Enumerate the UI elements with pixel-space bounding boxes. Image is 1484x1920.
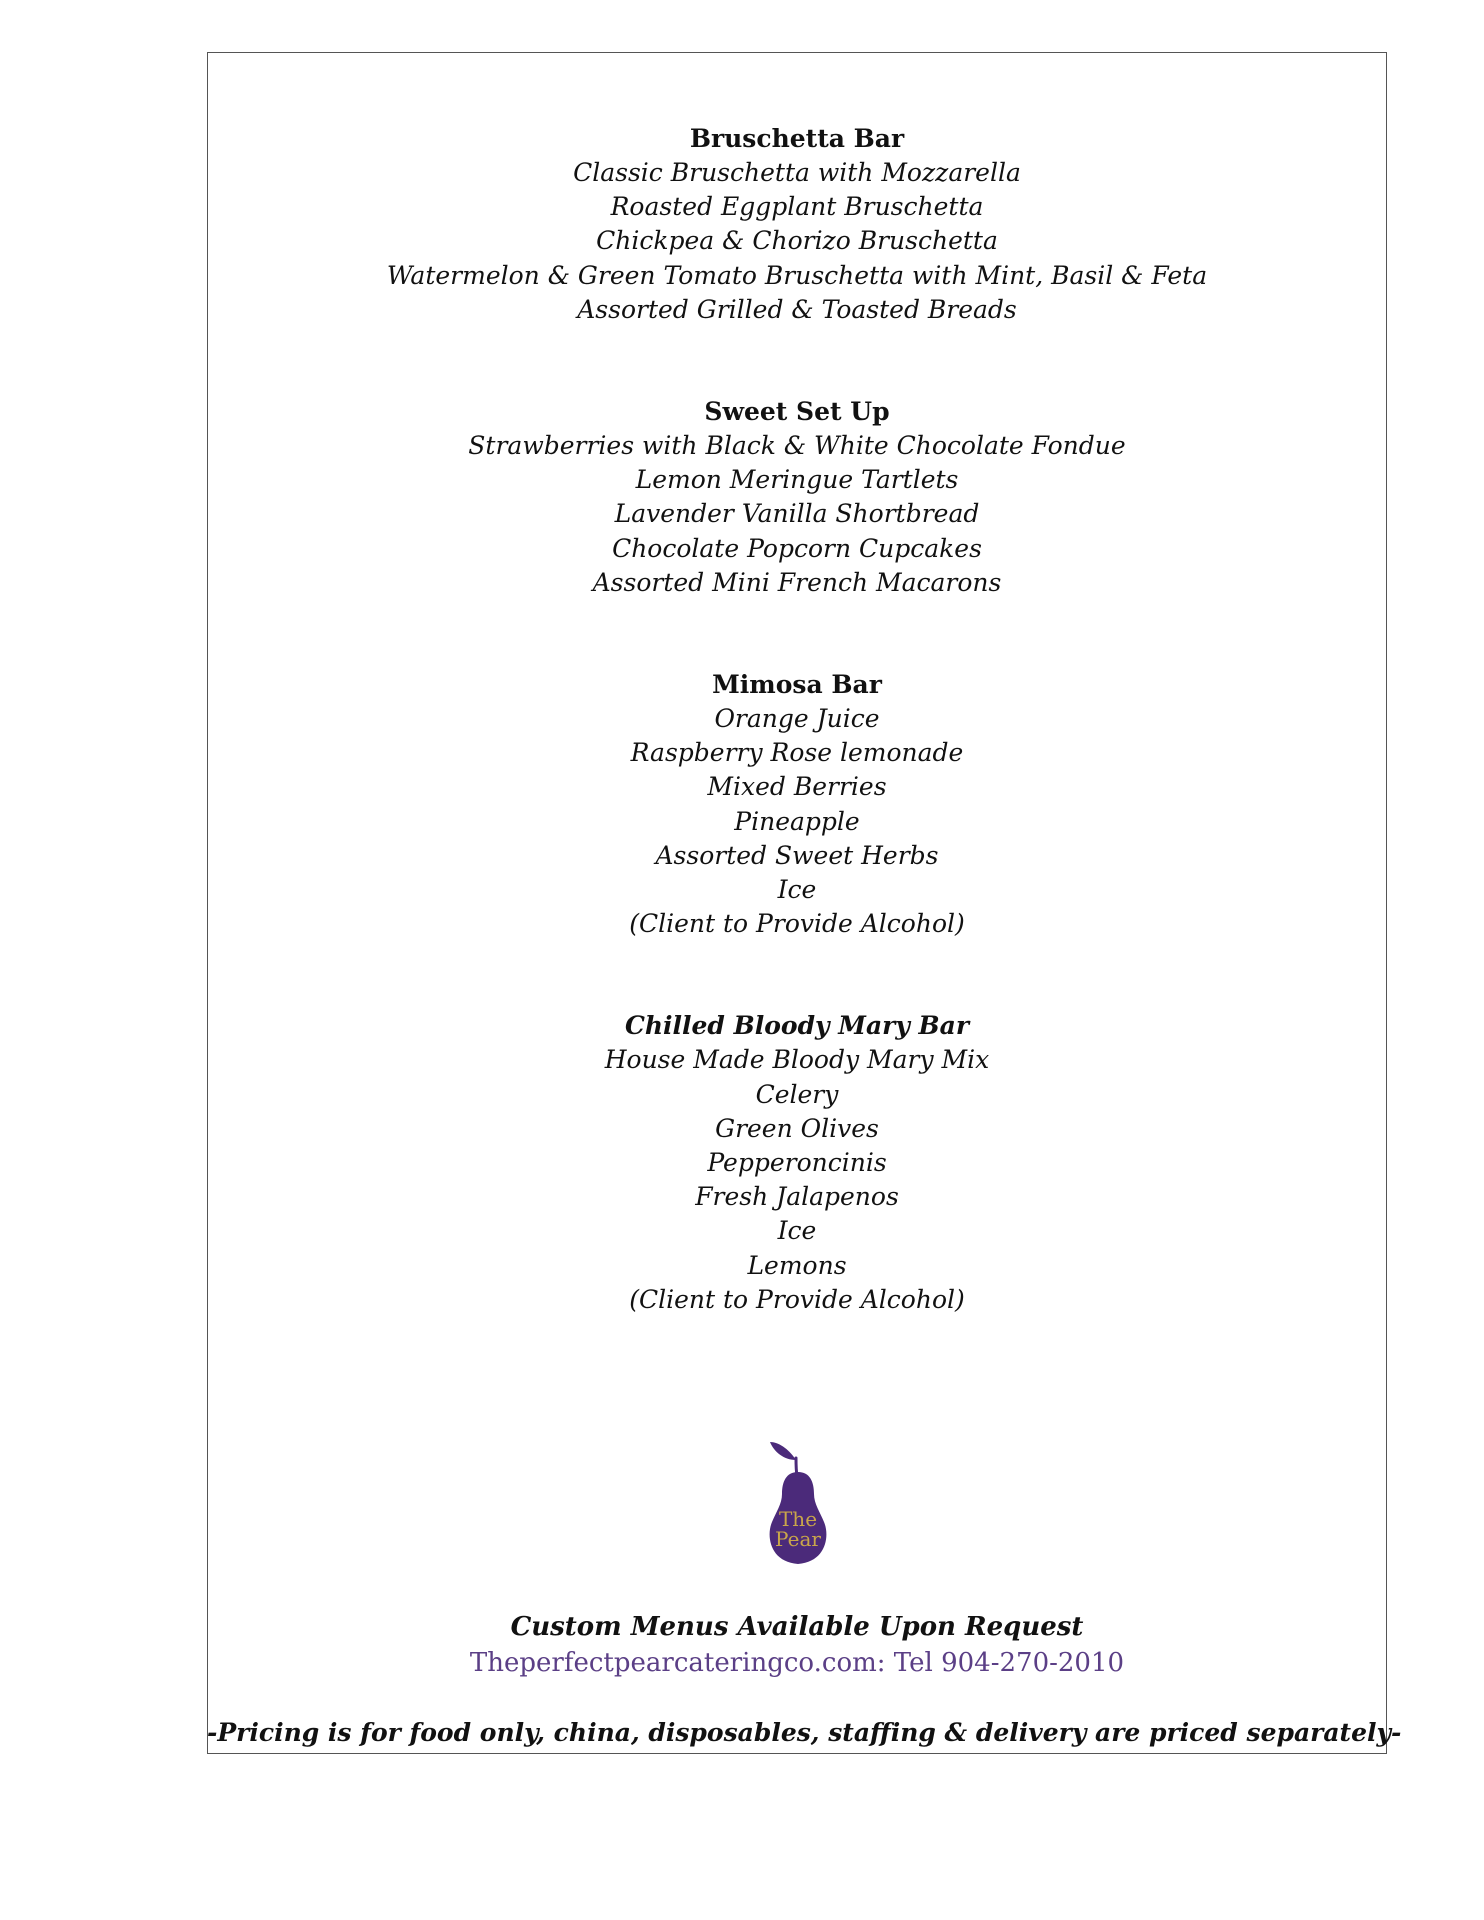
menu-item: Ice [777, 1216, 817, 1246]
logo-text-line2: Pear [775, 1527, 821, 1551]
section-mimosa-bar [207, 668, 1387, 941]
menu-item: Raspberry Rose lemonade [630, 738, 964, 768]
pear-logo [750, 1436, 846, 1570]
contact-line: Theperfectpearcateringco.com: Tel 904-270-2010 [469, 1648, 1125, 1678]
section-title: Mimosa Bar [712, 670, 882, 700]
menu-content [207, 122, 1387, 1317]
menu-item: Orange Juice [714, 704, 880, 734]
menu-item: Fresh Jalapenos [695, 1182, 899, 1212]
menu-item: Strawberries with Black & White Chocolate Fondue [468, 431, 1126, 461]
menu-item: Assorted Sweet Herbs [655, 840, 939, 870]
menu-item: (Client to Provide Alcohol) [629, 909, 965, 939]
custom-menus-note: Custom Menus Available Upon Request [510, 1612, 1084, 1642]
menu-item: Pineapple [734, 806, 860, 836]
menu-item: Lemon Meringue Tartlets [635, 465, 959, 495]
section-title: Bruschetta Bar [689, 124, 905, 153]
menu-item: Mixed Berries [707, 772, 887, 802]
logo-text-line1: The [778, 1507, 818, 1531]
menu-item: Green Olives [715, 1113, 879, 1143]
menu-item: Lavender Vanilla Shortbread [614, 499, 980, 529]
menu-item: Watermelon & Green Tomato Bruschetta with Mint, Basil & Feta [386, 260, 1208, 290]
menu-item: Assorted Grilled & Toasted Breads [577, 294, 1017, 324]
menu-item: (Client to Provide Alcohol) [629, 1284, 965, 1314]
menu-item: Chickpea & Chorizo Bruschetta [596, 226, 998, 256]
pear-logo-icon [750, 1436, 846, 1570]
menu-item: Assorted Mini French Macarons [592, 567, 1002, 597]
menu-item: Classic Bruschetta with Mozzarella [573, 158, 1021, 187]
menu-item: Chocolate Popcorn Cupcakes [612, 533, 982, 563]
pear-leaf [770, 1442, 796, 1460]
section-title: Sweet Set Up [704, 397, 890, 427]
menu-item: Lemons [747, 1250, 847, 1280]
section-sweet-set-up [207, 395, 1387, 600]
menu-item: House Made Bloody Mary Mix [604, 1045, 990, 1075]
section-bruschetta-bar [207, 122, 1387, 327]
menu-item: Roasted Eggplant Bruschetta [610, 192, 984, 222]
menu-item: Pepperoncinis [707, 1148, 887, 1178]
section-title: Chilled Bloody Mary Bar [624, 1011, 970, 1041]
menu-item: Celery [755, 1079, 839, 1109]
section-chilled-bloody-mary-bar [207, 1009, 1387, 1317]
menu-item: Ice [777, 875, 817, 905]
pricing-note: -Pricing is for food only, china, disposables, staffing & delivery are priced separately- [207, 1718, 1402, 1747]
